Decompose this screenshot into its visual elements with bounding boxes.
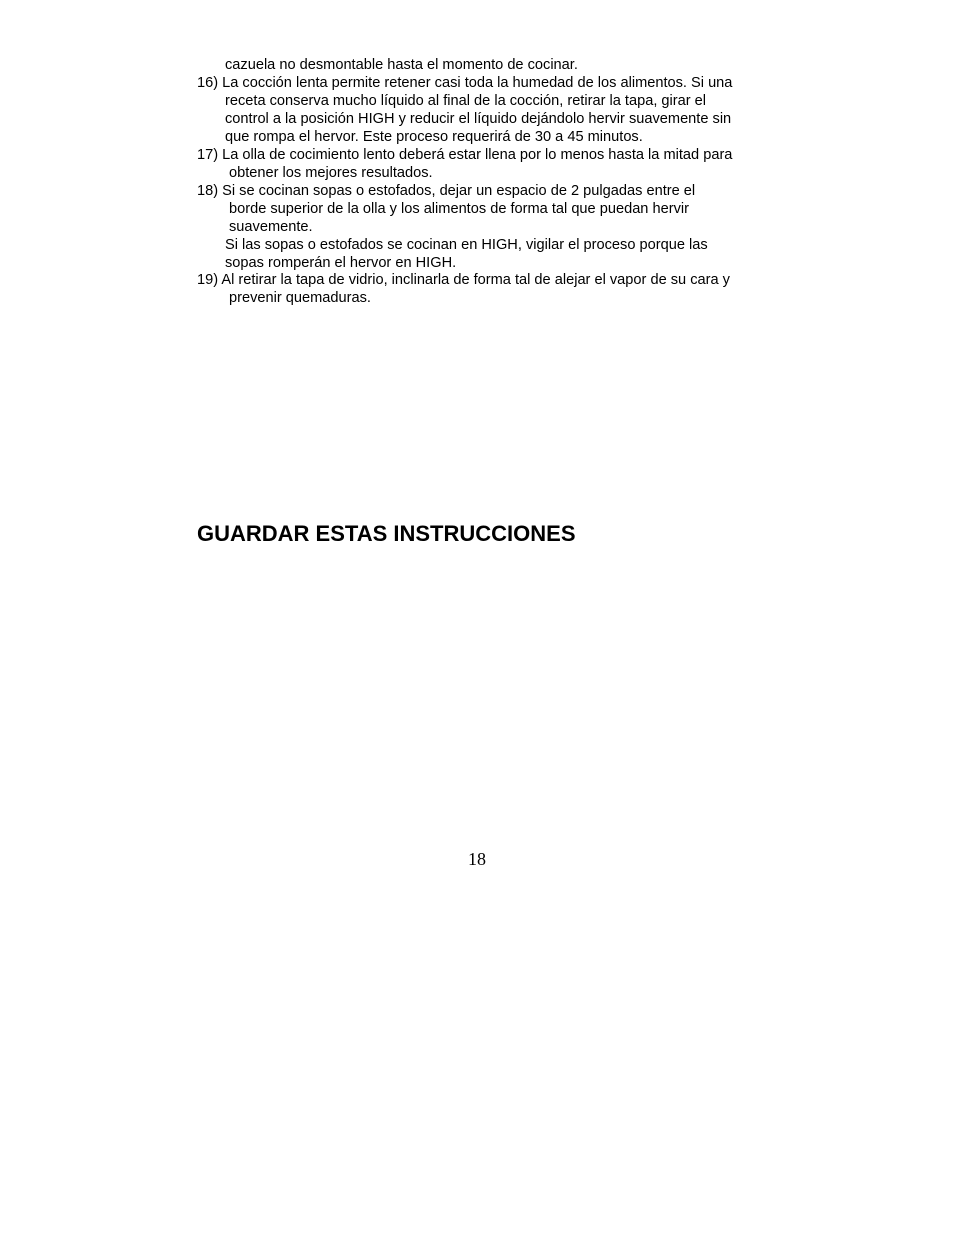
text-line: obtener los mejores resultados. (229, 165, 433, 181)
text-line: que rompa el hervor. Este proceso requerirá de 30 a 45 minutos. (225, 129, 643, 145)
page-number: 18 (468, 849, 486, 869)
text-line: cazuela no desmontable hasta el momento de cocinar. (225, 57, 578, 73)
list-item-17: 17) La olla de cocimiento lento deberá estar llena por lo menos hasta la mitad para (197, 147, 733, 163)
list-item-16: 16) La cocción lenta permite retener casi toda la humedad de los alimentos. Si una (197, 75, 733, 91)
text-line: receta conserva mucho líquido al final de la cocción, retirar la tapa, girar el (225, 93, 707, 109)
list-item-18: 18) Si se cocinan sopas o estofados, dejar un espacio de 2 pulgadas entre el (197, 183, 696, 199)
text-line: sopas romperán el hervor en HIGH. (225, 255, 457, 271)
text-line: prevenir quemaduras. (229, 290, 371, 306)
text-line: control a la posición HIGH y reducir el líquido dejándolo hervir suavemente sin (225, 111, 732, 127)
text-line: Si las sopas o estofados se cocinan en HIGH, vigilar el proceso porque las (225, 237, 708, 253)
list-item-19: 19) Al retirar la tapa de vidrio, inclinarla de forma tal de alejar el vapor de su cara y (197, 272, 730, 288)
section-heading: GUARDAR ESTAS INSTRUCCIONES (197, 521, 576, 546)
text-line: borde superior de la olla y los alimentos de forma tal que puedan hervir (229, 201, 689, 217)
text-line: suavemente. (229, 219, 313, 235)
